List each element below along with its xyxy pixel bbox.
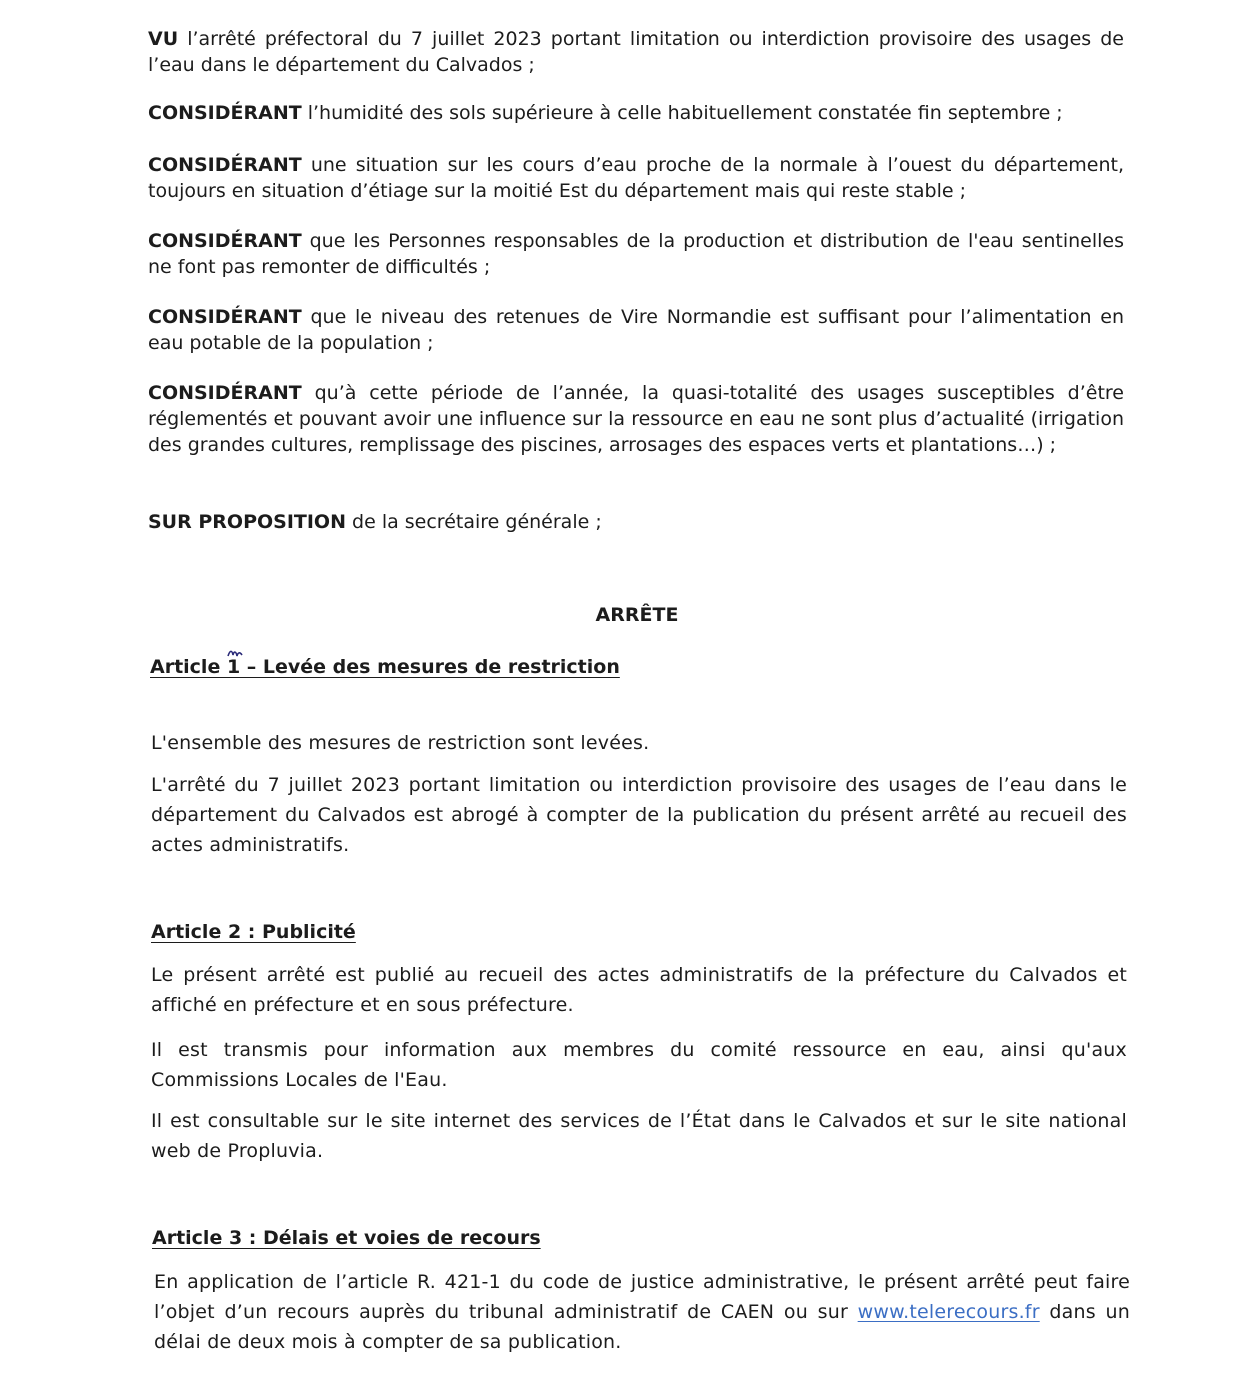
- article-3-text-after-link: dans un délai de deux mois à compter de sa publication.: [154, 1301, 1130, 1353]
- proposition-paragraph: [148, 509, 1124, 535]
- considerant-keyword: CONSIDÉRANT: [148, 382, 302, 404]
- considerant-text: une situation sur les cours d’eau proche de la normale à l’ouest du département, toujours en situation d’étiage sur la moitié Est du département mais qui reste stable ;: [148, 154, 1124, 202]
- article-3-paragraph: [154, 1267, 1130, 1357]
- article-2-paragraph-1: Le présent arrêté est publié au recueil des actes administratifs de la préfecture du Calvados et affiché en préfecture et en sous préfecture.: [151, 964, 1127, 1016]
- considerant-paragraph-3: [148, 228, 1124, 280]
- article-1-paragraph-2: L'arrêté du 7 juillet 2023 portant limitation ou interdiction provisoire des usages de l’eau dans le département du Calvados est abrogé à compter de la publication du présent arrêté au recueil des actes administratifs.: [151, 774, 1127, 856]
- considerant-paragraph-5: [148, 380, 1124, 458]
- considerant-text: que les Personnes responsables de la production et distribution de l'eau sentinelles ne font pas remonter de difficultés ;: [148, 230, 1124, 278]
- considerant-paragraph-1: [148, 100, 1124, 126]
- article-3-text-before-link: En application de l’article R. 421-1 du code de justice administrative, le présent arrêté peut faire l’objet d’un recours auprès du tribunal administratif de CAEN ou sur: [154, 1271, 1130, 1323]
- article-1-paragraph-1: L'ensemble des mesures de restriction sont levées.: [151, 732, 650, 754]
- vu-text: l’arrêté préfectoral du 7 juillet 2023 portant limitation ou interdiction provisoire des usages de l’eau dans le département du Calvados ;: [148, 28, 1124, 76]
- article-1-heading: Article 1 – Levée des mesures de restriction: [150, 656, 620, 678]
- considerant-paragraph-4: [148, 304, 1124, 356]
- telerecours-link[interactable]: www.telerecours.fr: [857, 1301, 1040, 1323]
- article-2-heading: Article 2 : Publicité: [151, 921, 356, 943]
- considerant-keyword: CONSIDÉRANT: [148, 306, 302, 328]
- vu-paragraph: [148, 26, 1124, 78]
- article-3-heading: Article 3 : Délais et voies de recours: [152, 1227, 541, 1249]
- decision-title: ARRÊTE: [595, 604, 679, 626]
- article-2-paragraph-2: Il est transmis pour information aux membres du comité ressource en eau, ainsi qu'aux Commissions Locales de l'Eau.: [151, 1039, 1127, 1091]
- considerant-keyword: CONSIDÉRANT: [148, 230, 302, 252]
- proposition-keyword: SUR PROPOSITION: [148, 511, 346, 533]
- considerant-text: l’humidité des sols supérieure à celle habituellement constatée fin septembre ;: [301, 102, 1063, 124]
- considerant-paragraph-2: [148, 152, 1124, 204]
- considerant-text: qu’à cette période de l’année, la quasi-totalité des usages susceptibles d’être réglementés et pouvant avoir une influence sur la ressource en eau ne sont plus d’actualité (irrigation des grandes cultures, remplissage des piscines, arrosages des espaces verts et plantations…) ;: [148, 382, 1124, 456]
- considerant-keyword: CONSIDÉRANT: [148, 154, 302, 176]
- considerant-text: que le niveau des retenues de Vire Normandie est suffisant pour l’alimentation en eau potable de la population ;: [148, 306, 1124, 354]
- proposition-text: de la secrétaire générale ;: [345, 511, 602, 533]
- vu-keyword: VU: [148, 28, 179, 50]
- considerant-keyword: CONSIDÉRANT: [148, 102, 302, 124]
- article-2-paragraph-3: Il est consultable sur le site internet des services de l’État dans le Calvados et sur le site national web de Propluvia.: [151, 1110, 1127, 1162]
